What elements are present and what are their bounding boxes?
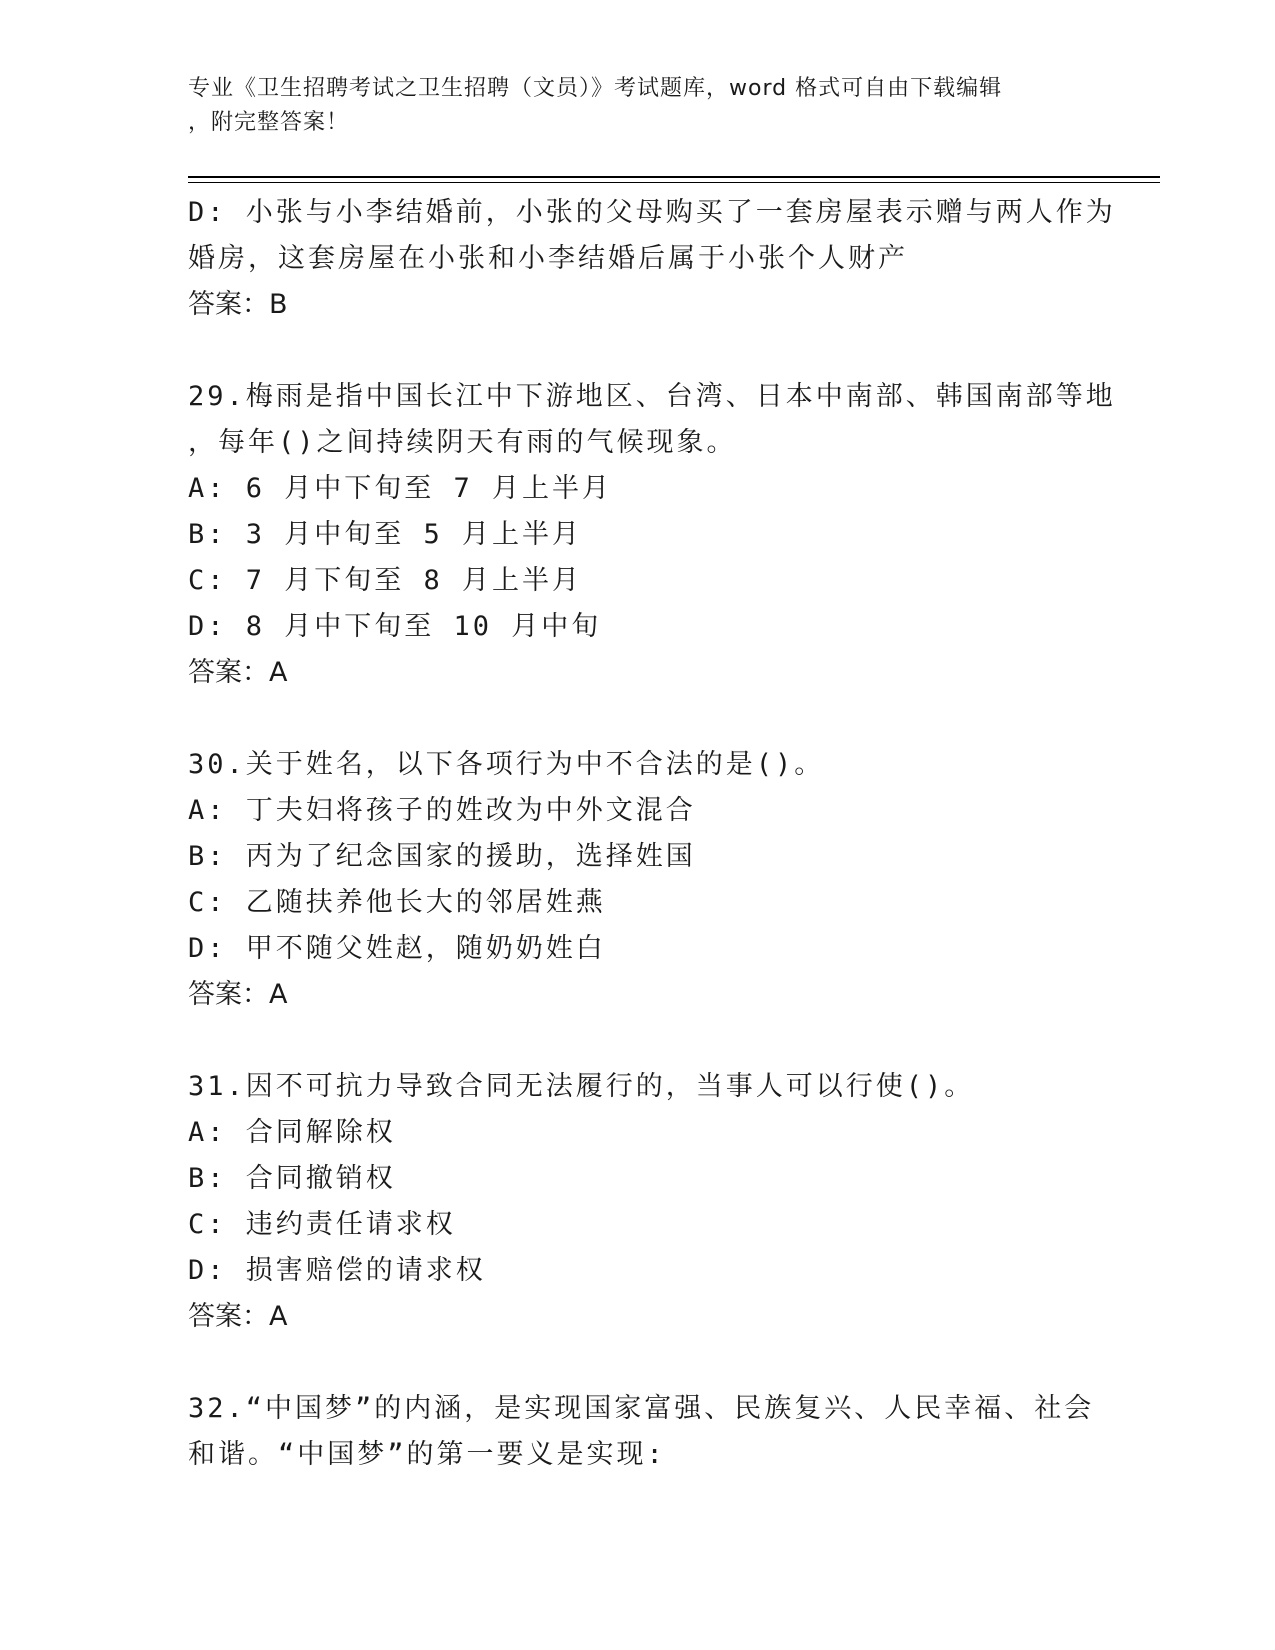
header-line-2: ，附完整答案！ bbox=[188, 110, 350, 135]
option-d: D: 甲不随父姓赵，随奶奶姓白 bbox=[188, 933, 606, 964]
answer: 答案：A bbox=[188, 657, 288, 688]
question-30 bbox=[188, 742, 1108, 1018]
question-stem-line-1: 30.关于姓名，以下各项行为中不合法的是()。 bbox=[188, 749, 825, 780]
option-c: C: 乙随扶养他长大的邻居姓燕 bbox=[188, 887, 606, 918]
header-rule-thin bbox=[188, 182, 1160, 183]
answer: 答案：A bbox=[188, 979, 288, 1010]
question-stem-line-1: 31.因不可抗力导致合同无法履行的，当事人可以行使()。 bbox=[188, 1071, 975, 1102]
option-d: D: 损害赔偿的请求权 bbox=[188, 1255, 486, 1286]
option-d: D: 8 月中下旬至 10 月中旬 bbox=[188, 611, 602, 642]
question-28-continued bbox=[188, 190, 1116, 328]
spacer bbox=[188, 1018, 1108, 1064]
option-b: B: 3 月中旬至 5 月上半月 bbox=[188, 519, 583, 550]
question-29 bbox=[188, 374, 1116, 696]
answer: 答案：A bbox=[188, 1301, 288, 1332]
question-list bbox=[188, 190, 1116, 1478]
option-d-line-1: D: 小张与小李结婚前，小张的父母购买了一套房屋表示赠与两人作为 bbox=[188, 197, 1116, 228]
spacer bbox=[188, 1340, 1108, 1386]
option-a: A: 丁夫妇将孩子的姓改为中外文混合 bbox=[188, 795, 696, 826]
question-32 bbox=[188, 1386, 1108, 1478]
question-stem-line-1: 32.“中国梦”的内涵，是实现国家富强、民族复兴、人民幸福、社会 bbox=[188, 1393, 1095, 1424]
option-d-line-2: 婚房，这套房屋在小张和小李结婚后属于小张个人财产 bbox=[188, 243, 908, 274]
question-31 bbox=[188, 1064, 1108, 1340]
question-stem-line-2: ，每年()之间持续阴天有雨的气候现象。 bbox=[188, 427, 737, 458]
header-rule-thick bbox=[188, 176, 1160, 178]
option-a: A: 合同解除权 bbox=[188, 1117, 396, 1148]
spacer bbox=[188, 696, 1108, 742]
spacer bbox=[188, 328, 1108, 374]
option-b: B: 合同撤销权 bbox=[188, 1163, 396, 1194]
question-stem-line-1: 29.梅雨是指中国长江中下游地区、台湾、日本中南部、韩国南部等地 bbox=[188, 381, 1116, 412]
question-stem-line-2: 和谐。“中国梦”的第一要义是实现: bbox=[188, 1439, 666, 1470]
header-line-1: 专业《卫生招聘考试之卫生招聘（文员）》考试题库，word 格式可自由下载编辑 bbox=[188, 76, 1003, 101]
option-c: C: 违约责任请求权 bbox=[188, 1209, 456, 1240]
option-c: C: 7 月下旬至 8 月上半月 bbox=[188, 565, 583, 596]
answer: 答案：B bbox=[188, 289, 288, 320]
page-header bbox=[188, 72, 1068, 140]
option-a: A: 6 月中下旬至 7 月上半月 bbox=[188, 473, 613, 504]
option-b: B: 丙为了纪念国家的援助，选择姓国 bbox=[188, 841, 696, 872]
